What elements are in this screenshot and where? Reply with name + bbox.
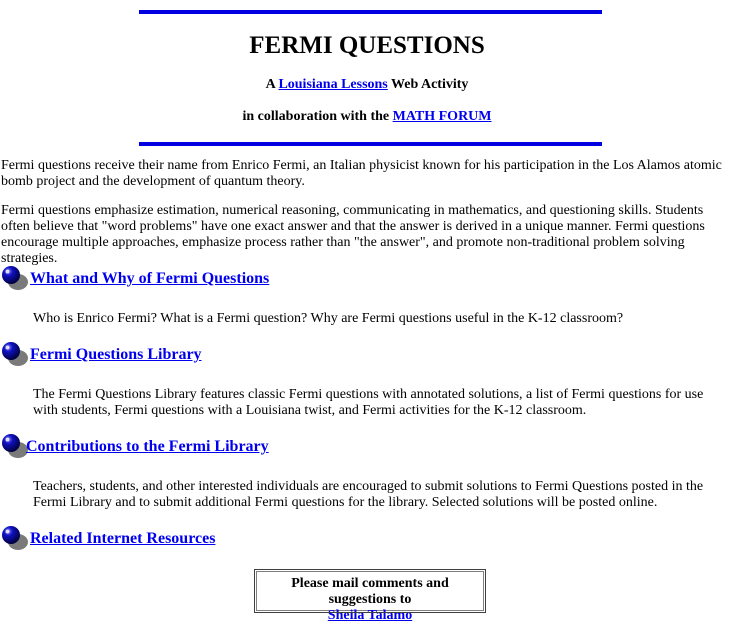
collab-prefix: in collaboration with the <box>242 109 393 124</box>
bottom-rule <box>139 142 602 146</box>
section-related-resources <box>0 525 734 555</box>
mail-comments-box <box>256 571 484 623</box>
top-rule <box>139 10 602 14</box>
section-fermi-library <box>0 341 734 371</box>
math-forum-link[interactable]: MATH FORUM <box>392 109 492 124</box>
fermi-library-description: The Fermi Questions Library features classic Fermi questions with annotated solutions, a list of Fermi questions for use with students, Fermi questions with a Louisiana twist, and Fermi activities for the K-12 classroom. <box>33 387 704 418</box>
page-title: FERMI QUESTIONS <box>249 32 485 59</box>
blue-ball-icon <box>1 341 29 367</box>
intro-paragraph-2: Fermi questions emphasize estimation, numerical reasoning, communicating in mathematics, and questioning skills. Students often believe that "word problems" have one exact answer and that the answer is derived in a unique manner. Fermi questions encourage multiple approaches, emphasize process rather than "the answer", and promote non-traditional problem solving strategies. <box>1 203 705 266</box>
intro-paragraph-1: Fermi questions receive their name from Enrico Fermi, an Italian physicist known for his participation in the Los Alamos atomic bomb project and the development of quantum theory. <box>1 158 722 189</box>
what-and-why-description: Who is Enrico Fermi? What is a Fermi question? Why are Fermi questions useful in the K-12 classroom? <box>33 311 624 326</box>
section-contributions <box>0 433 734 463</box>
mail-comments-text: Please mail comments and suggestions to <box>291 576 449 607</box>
subtitle-suffix: Web Activity <box>387 77 469 92</box>
louisiana-lessons-link[interactable]: Louisiana Lessons <box>278 77 388 92</box>
section-what-and-why <box>0 265 734 295</box>
subtitle-prefix: A <box>265 77 279 92</box>
blue-ball-icon <box>1 525 29 551</box>
sheila-talamo-link[interactable]: Sheila Talamo <box>327 608 413 623</box>
fermi-library-link[interactable]: Fermi Questions Library <box>30 346 202 363</box>
what-and-why-link[interactable]: What and Why of Fermi Questions <box>30 270 270 287</box>
blue-ball-icon <box>1 433 29 459</box>
contributions-description: Teachers, students, and other interested individuals are encouraged to submit solutions to Fermi Questions posted in the Fermi Library and to submit additional Fermi questions for the library. Selected solutions will be posted online. <box>33 479 704 510</box>
subtitle-line-2 <box>0 109 734 125</box>
blue-ball-icon <box>1 265 29 291</box>
related-resources-link[interactable]: Related Internet Resources <box>30 530 216 547</box>
contributions-link[interactable]: Contributions to the Fermi Library <box>26 438 269 455</box>
subtitle-line-1 <box>0 77 734 93</box>
